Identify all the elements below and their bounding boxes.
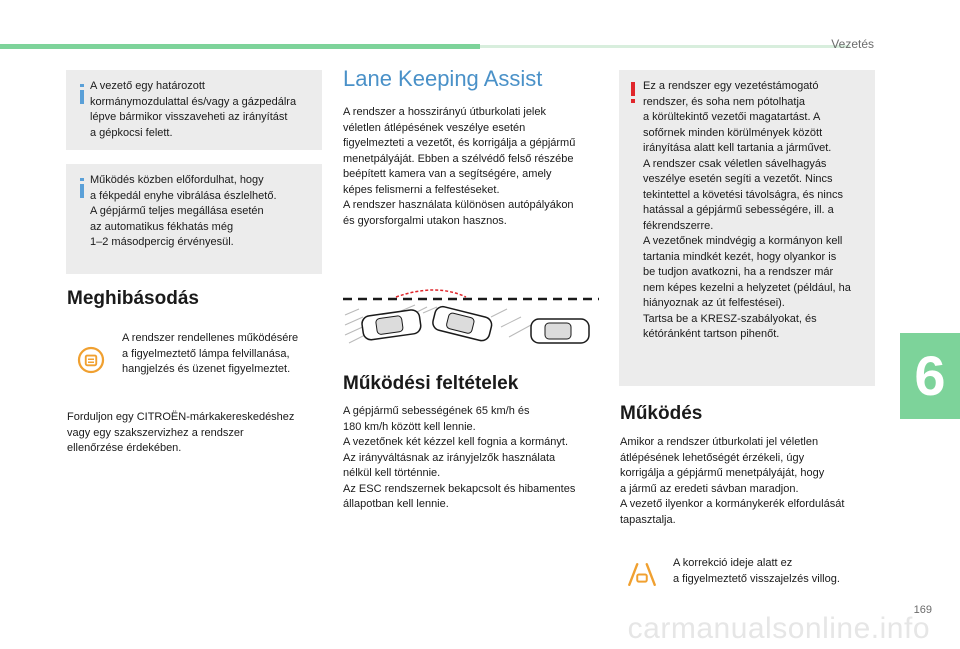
text-line: A vezetőnek mindvégig a kormányon kell — [643, 235, 843, 247]
conditions-text — [343, 404, 575, 513]
chapter-tab: 6 — [900, 333, 960, 419]
note-text — [90, 79, 316, 141]
fault-heading: Meghibásodás — [67, 288, 199, 309]
info-note-override — [66, 70, 322, 150]
text-line: A vezető ilyenkor a kormánykerék elfordulását — [620, 498, 845, 510]
info-note-braking — [66, 164, 322, 274]
text-line: átlépésének lehetőségét érzékeli, úgy — [620, 451, 805, 464]
watermark: carmanualsonline.info — [627, 612, 930, 645]
warning-text — [643, 79, 869, 343]
text-line: Amikor a rendszer útburkolati jel véletlen — [620, 436, 819, 448]
text-line: tekintettel a követési távolságra, és nincs — [643, 188, 843, 201]
info-icon — [74, 176, 90, 200]
text-line: és gyorsforgalmi utakon hasznos. — [343, 214, 507, 227]
text-line: Az ESC rendszernek bekapcsolt és hibamentes — [343, 482, 576, 495]
text-line: lépve bármikor visszaveheti az irányítást — [90, 111, 288, 123]
text-line: véletlen átlépésének veszélye esetén — [343, 121, 526, 134]
text-line: a gépkocsi felett. — [90, 126, 173, 139]
text-line: Ez a rendszer egy vezetéstámogató — [643, 80, 819, 92]
text-line: 1–2 másodpercig érvényesül. — [90, 236, 234, 248]
text-line: A vezetőnek két kézzel kell fognia a kormányt. — [343, 436, 569, 448]
text-line: Tartsa be a KRESZ-szabályokat, és — [643, 312, 817, 325]
text-line: a fékpedál enyhe vibrálása észlelhető. — [90, 189, 277, 202]
lane-fault-warning-icon — [76, 345, 106, 375]
text-line: figyelmezteti a vezetőt, és korrigálja a gépjármű — [343, 137, 576, 149]
operation-heading: Működés — [620, 403, 703, 424]
note-text — [90, 173, 316, 251]
text-line: hiányoznak az út felfestései). — [643, 297, 785, 309]
top-accent-line — [480, 45, 850, 48]
text-line: az automatikus fékhatás még — [90, 220, 234, 233]
text-line: tapasztalja. — [620, 513, 676, 526]
correction-text — [673, 556, 840, 587]
text-line: fékrendszerre. — [643, 219, 714, 232]
lane-departure-icon — [626, 561, 658, 588]
text-line: vagy egy szakszervizhez a rendszer — [67, 426, 244, 439]
page-number: 169 — [913, 604, 932, 616]
section-title: Lane Keeping Assist — [343, 66, 543, 91]
text-line: rendszer, és soha nem pótolhatja — [643, 95, 806, 108]
lane-keeping-illustration — [341, 283, 601, 353]
operation-text — [620, 435, 844, 528]
text-line: menetpályáját. Ebben a szélvédő felső részébe — [343, 152, 574, 165]
warning-icon — [627, 80, 639, 104]
fault-text — [122, 331, 298, 378]
section-label: Vezetés — [831, 37, 874, 51]
text-line: a körültekintő vezetői magatartást. A — [643, 111, 821, 123]
dealer-text — [67, 410, 294, 457]
text-line: hangjelzés és üzenet figyelmeztet. — [122, 363, 291, 375]
text-line: Az irányváltásnak az irányjelzők használata — [343, 451, 556, 464]
text-line: a figyelmeztető lámpa felvillanása, — [122, 347, 290, 360]
text-line: ellenőrzése érdekében. — [67, 442, 182, 454]
text-line: A vezető egy határozott — [90, 80, 205, 92]
warning-note — [619, 70, 875, 386]
text-line: sofőrnek minden körülmények között — [643, 126, 823, 139]
text-line: kormánymozdulattal és/vagy a gázpedálra — [90, 95, 297, 108]
conditions-heading: Működési feltételek — [343, 373, 519, 394]
text-line: 180 km/h között kell lennie. — [343, 420, 476, 433]
text-line: Működés közben előfordulhat, hogy — [90, 174, 264, 186]
text-line: képes felismerni a felfestéseket. — [343, 183, 500, 196]
text-line: A rendszer a hosszirányú útburkolati jelek — [343, 106, 546, 118]
text-line: kétóránként tartson pihenőt. — [643, 328, 780, 340]
text-line: nem képes kezelni a helyzetet (például, ha — [643, 281, 851, 294]
info-icon — [74, 82, 90, 106]
top-accent-bar — [0, 44, 480, 49]
text-line: hatással a gépjármű sebességére, ill. a — [643, 204, 834, 216]
text-line: a figyelmeztető visszajelzés villog. — [673, 572, 840, 585]
text-line: be tudjon avatkozni, ha a rendszer már — [643, 266, 834, 278]
text-line: A gépjármű sebességének 65 km/h és — [343, 405, 530, 417]
text-line: A gépjármű teljes megállása esetén — [90, 205, 264, 217]
text-line: veszélye esetén segíti a vezetőt. Nincs — [643, 173, 833, 185]
text-line: korrigálja a gépjármű menetpályáját, hogy — [620, 467, 825, 479]
text-line: irányítása alatt kell tartania a járművet. — [643, 142, 832, 154]
intro-text — [343, 105, 575, 229]
text-line: Forduljon egy CITROËN-márkakereskedéshez — [67, 411, 295, 423]
text-line: állapotban kell lennie. — [343, 498, 449, 510]
text-line: A rendszer használata különösen autópályákon — [343, 199, 574, 211]
text-line: A rendszer csak véletlen sávelhagyás — [643, 157, 827, 170]
text-line: A korrekció ideje alatt ez — [673, 557, 793, 569]
text-line: beépített kamera van a segítségére, amely — [343, 168, 552, 180]
text-line: nélkül kell történnie. — [343, 467, 441, 479]
text-line: tartania mindkét kezét, hogy olyankor is — [643, 250, 837, 263]
text-line: a jármű az eredeti sávban maradjon. — [620, 482, 799, 495]
text-line: A rendszer rendellenes működésére — [122, 332, 299, 344]
